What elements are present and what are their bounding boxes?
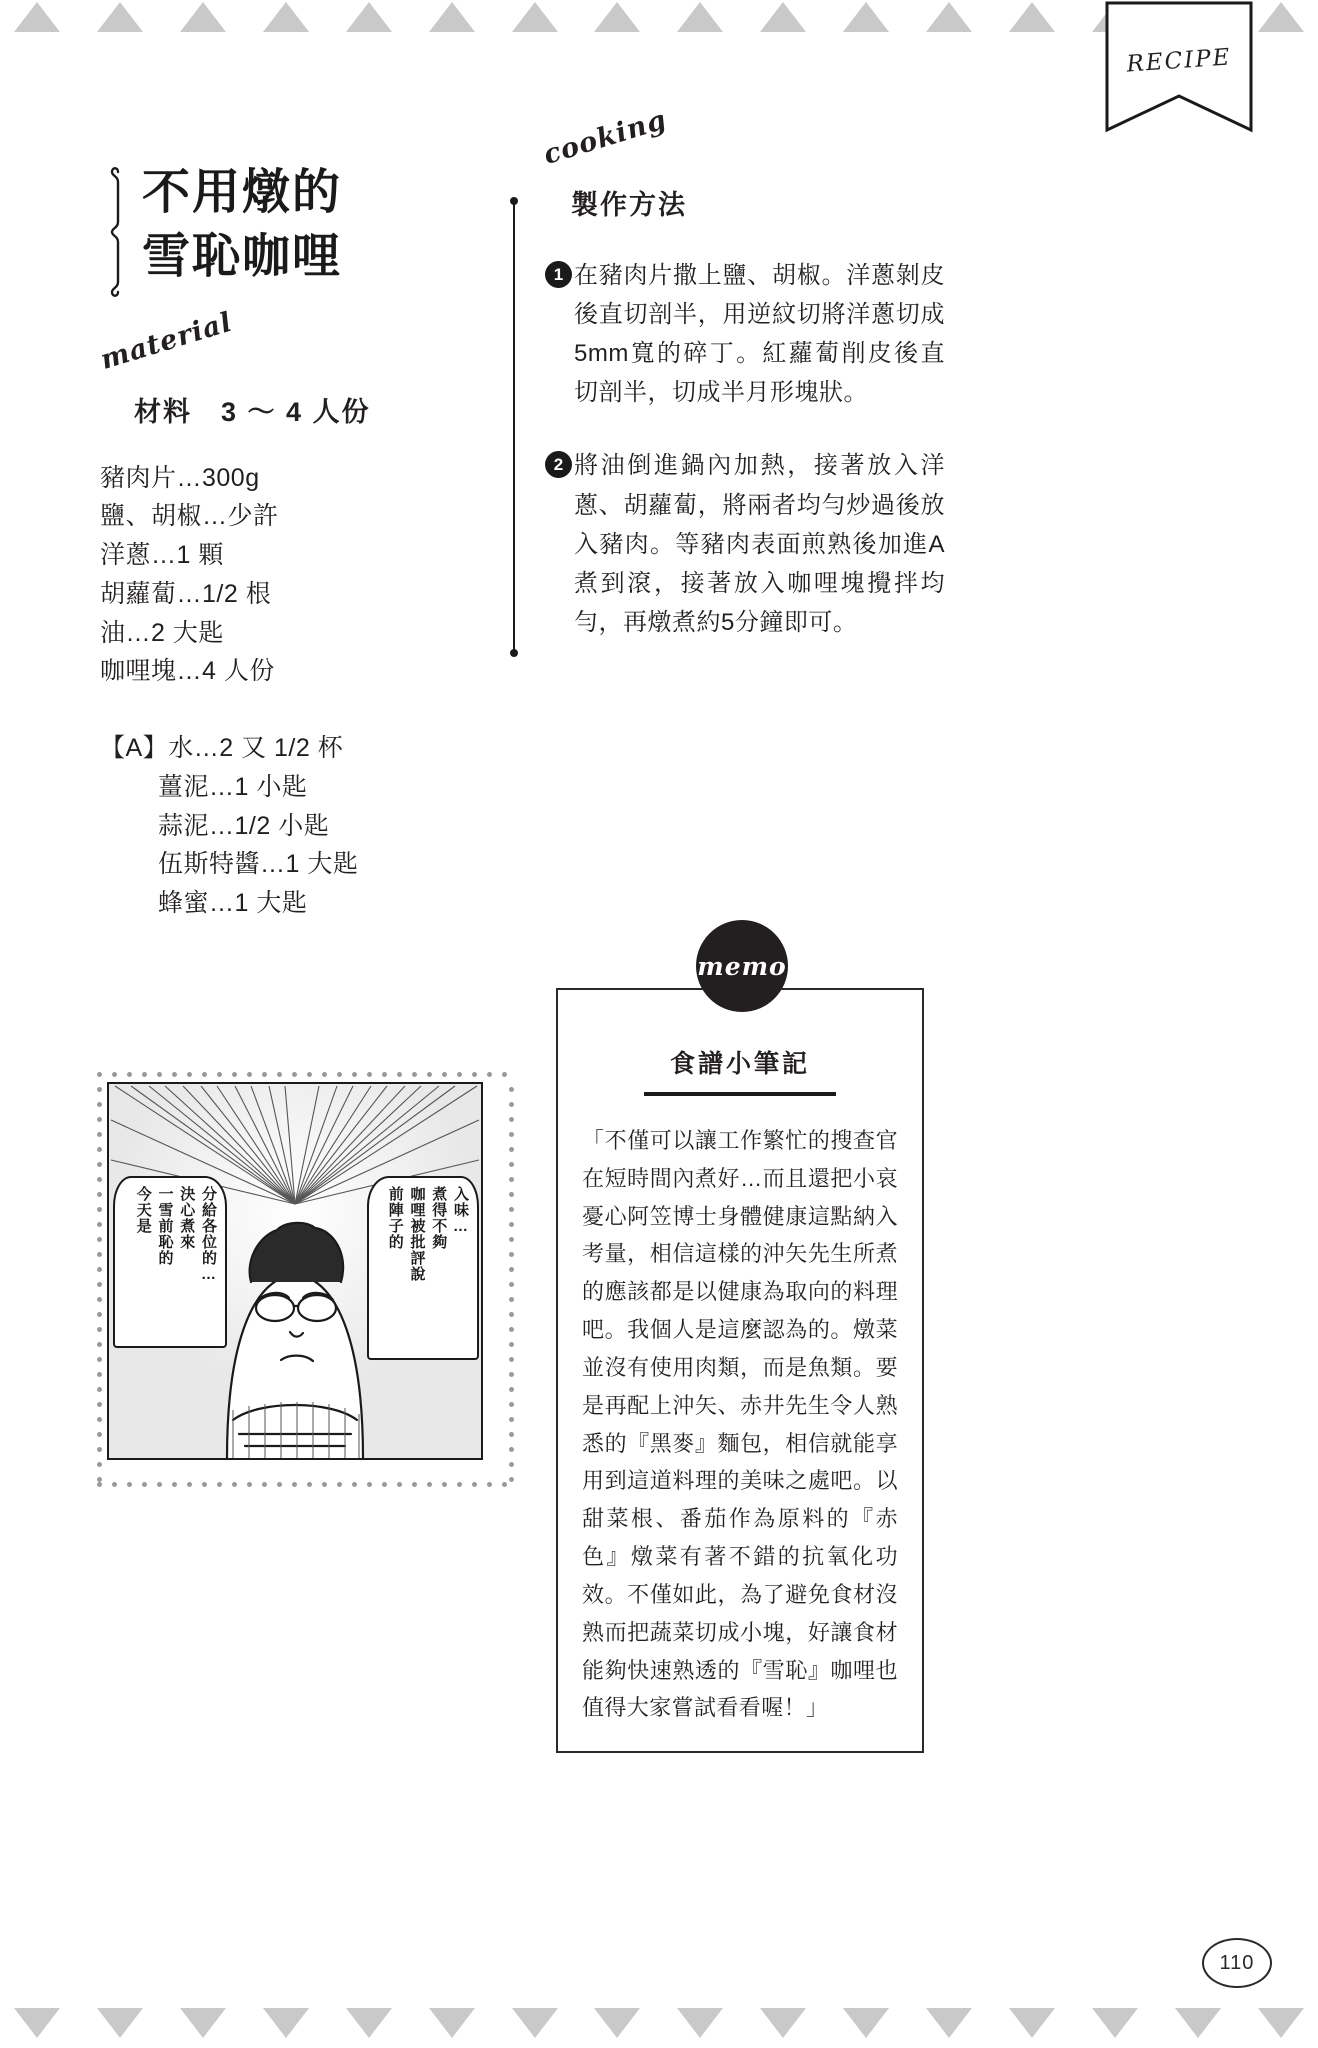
dot-decor: [502, 1482, 507, 1487]
triangle-decor: [677, 2008, 723, 2038]
dot-decor: [509, 1297, 514, 1302]
dot-decor: [367, 1482, 372, 1487]
ingredient-item: 洋蔥…1 顆: [100, 541, 224, 570]
step-text: 將油倒進鍋內加熱，接著放入洋蔥、胡蘿蔔，將兩者均勻炒過後放入豬肉。等豬肉表面煎熟後加進A煮到滾，接著放入咖哩塊攪拌均勻，再燉煮約5分鐘即可。: [574, 452, 945, 636]
dot-decor: [97, 1072, 102, 1077]
step-number-badge: 1: [545, 261, 572, 288]
triangle-decor: [594, 2008, 640, 2038]
group-a-item: 蒜泥…1/2 小匙: [158, 811, 330, 840]
materials-column: [96, 160, 520, 923]
dot-decor: [247, 1482, 252, 1487]
dot-decor: [97, 1297, 102, 1302]
dot-decor: [217, 1482, 222, 1487]
dot-decor: [509, 1162, 514, 1167]
dot-decor: [262, 1482, 267, 1487]
dot-decor: [509, 1417, 514, 1422]
step-text: 在豬肉片撒上鹽、胡椒。洋蔥剝皮後直切剖半，用逆紋切將洋蔥切成5mm寬的碎丁。紅蘿蔔削皮後直切剖半，切成半月形塊狀。: [574, 262, 945, 407]
cooking-script-wrap: [539, 104, 945, 171]
memo-badge: memo: [696, 920, 788, 1012]
triangle-decor: [346, 2, 392, 32]
dot-decor: [509, 1462, 514, 1467]
dot-decor: [509, 1402, 514, 1407]
dot-decor: [442, 1072, 447, 1077]
dot-decor: [509, 1237, 514, 1242]
method-column: [539, 104, 945, 642]
materials-heading: 材料 3 〜 4 人份: [134, 396, 371, 427]
triangle-decor: [594, 2, 640, 32]
page-title: [142, 160, 520, 289]
dot-decor: [509, 1102, 514, 1107]
dot-decor: [232, 1072, 237, 1077]
bubble-line: 決心煮來: [178, 1186, 196, 1250]
column-divider: [513, 201, 515, 653]
dot-decor: [382, 1482, 387, 1487]
dot-decor: [382, 1072, 387, 1077]
method-step: [545, 446, 945, 642]
dot-decor: [352, 1482, 357, 1487]
dot-decor: [97, 1207, 102, 1212]
dot-decor: [509, 1192, 514, 1197]
bubble-line: 入味…: [452, 1186, 469, 1236]
dot-decor: [322, 1482, 327, 1487]
ingredient-item: 咖哩塊…4 人份: [100, 657, 275, 686]
memo-box: [556, 988, 924, 1753]
dot-decor: [427, 1482, 432, 1487]
ingredient-item: 鹽、胡椒…少許: [100, 502, 279, 531]
dot-decor: [487, 1072, 492, 1077]
dot-decor: [277, 1482, 282, 1487]
dot-decor: [509, 1132, 514, 1137]
triangle-decor: [14, 2, 60, 32]
triangle-decor: [97, 2, 143, 32]
dot-decor: [337, 1072, 342, 1077]
dot-decor: [97, 1402, 102, 1407]
dot-decor: [509, 1177, 514, 1182]
dot-decor: [97, 1447, 102, 1452]
triangle-decor: [760, 2, 806, 32]
dot-decor: [412, 1482, 417, 1487]
dot-decor: [202, 1482, 207, 1487]
dot-decor: [509, 1207, 514, 1212]
dot-decor: [97, 1192, 102, 1197]
dot-decor: [412, 1072, 417, 1077]
dot-decor: [397, 1482, 402, 1487]
triangle-decor: [180, 2, 226, 32]
dot-decor: [457, 1482, 462, 1487]
dot-decor: [509, 1312, 514, 1317]
dot-decor: [127, 1072, 132, 1077]
triangle-decor: [677, 2, 723, 32]
dot-decor: [97, 1387, 102, 1392]
triangle-decor: [346, 2008, 392, 2038]
triangle-decor: [180, 2008, 226, 2038]
recipe-title-block: [100, 160, 520, 289]
dot-decor: [112, 1072, 117, 1077]
material-script-wrap: [96, 306, 520, 376]
memo-section: [556, 951, 924, 1753]
group-a-item: 蜂蜜…1 大匙: [158, 889, 308, 918]
speech-bubble-right-text: [384, 1186, 471, 1282]
bubble-line: 煮得不夠: [430, 1186, 448, 1250]
dot-decor: [97, 1312, 102, 1317]
dot-decor: [509, 1372, 514, 1377]
dot-decor: [187, 1072, 192, 1077]
ingredient-item: 胡蘿蔔…1/2 根: [100, 579, 272, 608]
dot-decor: [97, 1087, 102, 1092]
dot-decor: [157, 1482, 162, 1487]
triangle-decor: [429, 2, 475, 32]
dot-decor: [97, 1282, 102, 1287]
dot-decor: [97, 1357, 102, 1362]
dot-decor: [97, 1417, 102, 1422]
triangle-decor: [1009, 2008, 1055, 2038]
dot-decor: [487, 1482, 492, 1487]
dot-decor: [292, 1072, 297, 1077]
group-a-item: 薑泥…1 小匙: [158, 772, 308, 801]
triangle-decor: [263, 2, 309, 32]
ingredient-list: [100, 459, 520, 692]
dot-decor: [97, 1477, 102, 1482]
dot-decor: [509, 1447, 514, 1452]
triangle-decor: [843, 2, 889, 32]
dot-decor: [509, 1147, 514, 1152]
dot-decor: [509, 1387, 514, 1392]
triangle-decor: [263, 2008, 309, 2038]
dot-decor: [97, 1117, 102, 1122]
dot-decor: [142, 1482, 147, 1487]
triangle-decor: [1258, 2008, 1304, 2038]
step-number-badge: 2: [545, 451, 572, 478]
group-a-item: 水…2 又 1/2 杯: [168, 734, 344, 763]
dot-decor: [97, 1342, 102, 1347]
method-heading: 製作方法: [571, 190, 687, 220]
method-step: [545, 256, 945, 412]
dot-decor: [472, 1072, 477, 1077]
dot-decor: [292, 1482, 297, 1487]
dot-decor: [322, 1072, 327, 1077]
dot-decor: [352, 1072, 357, 1077]
speech-bubble-left-text: [132, 1186, 219, 1284]
dot-decor: [509, 1087, 514, 1092]
triangle-decor: [1092, 2008, 1138, 2038]
speech-bubble-left: [113, 1176, 227, 1348]
dot-decor: [367, 1072, 372, 1077]
bubble-line: 分給各位的…: [200, 1186, 217, 1284]
triangle-decor: [429, 2008, 475, 2038]
triangle-decor: [14, 2008, 60, 2038]
dot-decor: [509, 1357, 514, 1362]
dot-decor: [397, 1072, 402, 1077]
dot-decor: [232, 1482, 237, 1487]
dot-decor: [509, 1252, 514, 1257]
triangle-decor: [1258, 2, 1304, 32]
dot-decor: [307, 1072, 312, 1077]
dot-decor: [97, 1237, 102, 1242]
ingredient-item: 豬肉片…300g: [100, 463, 260, 492]
dot-decor: [172, 1072, 177, 1077]
triangle-decor: [760, 2008, 806, 2038]
triangle-decor: [512, 2, 558, 32]
dot-decor: [457, 1072, 462, 1077]
bubble-line: 咖哩被批評說: [408, 1186, 426, 1282]
dot-decor: [509, 1222, 514, 1227]
dot-decor: [247, 1072, 252, 1077]
dot-decor: [97, 1267, 102, 1272]
memo-body-text: 「不僅可以讓工作繁忙的搜查官在短時間內煮好…而且還把小哀憂心阿笠博士身體健康這點納入考量，相信這樣的沖矢先生所煮的應該都是以健康為取向的料理吧。我個人是這麼認為的。燉菜並沒有使用肉類，而是魚類。要是再配上沖矢、赤井先生令人熟悉的『黑麥』麵包，相信就能享用到這道料理的美味之處吧。以甜菜根、番茄作為原料的『赤色』燉菜有著不錯的抗氧化功效。不僅如此，為了避免食材沒熟而把蔬菜切成小塊，好讓食材能夠快速熟透的『雪恥』咖哩也值得大家嘗試看看喔！」: [582, 1128, 898, 1721]
dot-decor: [142, 1072, 147, 1077]
speech-bubble-right: [367, 1176, 479, 1360]
triangle-decor: [97, 2008, 143, 2038]
cooking-script-label: cooking: [539, 104, 671, 171]
dot-decor: [202, 1072, 207, 1077]
memo-title-underline: [644, 1092, 836, 1096]
bottom-triangle-border: [0, 2008, 1318, 2042]
memo-title: 食譜小筆記: [669, 1050, 810, 1078]
dot-decor: [509, 1117, 514, 1122]
bubble-line: 一雪前恥的: [156, 1186, 174, 1266]
manga-panel: [107, 1082, 483, 1460]
dot-decor: [97, 1132, 102, 1137]
ingredient-item: 油…2 大匙: [100, 618, 224, 647]
dot-decor: [97, 1327, 102, 1332]
dot-decor: [509, 1267, 514, 1272]
bubble-line: 今天是: [134, 1186, 152, 1234]
dot-decor: [442, 1482, 447, 1487]
title-line-1: 不用燉的: [142, 164, 343, 220]
bubble-line: 前陣子的: [386, 1186, 404, 1250]
dot-decor: [97, 1162, 102, 1167]
triangle-decor: [1175, 2008, 1221, 2038]
triangle-decor: [926, 2008, 972, 2038]
dot-decor: [97, 1177, 102, 1182]
triangle-decor: [1009, 2, 1055, 32]
group-a-first-row: [100, 729, 520, 768]
title-line-2: 雪恥咖哩: [142, 228, 343, 285]
dot-decor: [97, 1102, 102, 1107]
dot-decor: [97, 1252, 102, 1257]
recipe-ribbon: [1104, 0, 1254, 175]
dot-decor: [509, 1327, 514, 1332]
dot-decor: [472, 1482, 477, 1487]
dot-decor: [509, 1432, 514, 1437]
dot-decor: [187, 1482, 192, 1487]
dot-decor: [262, 1072, 267, 1077]
triangle-decor: [843, 2008, 889, 2038]
page-number: 110: [1202, 1938, 1272, 1988]
triangle-decor: [512, 2008, 558, 2038]
dot-decor: [172, 1482, 177, 1487]
ingredient-group-a: [100, 729, 520, 923]
dot-decor: [97, 1432, 102, 1437]
group-a-item: 伍斯特醬…1 大匙: [158, 850, 359, 879]
group-a-label: 【A】: [100, 734, 169, 763]
dot-decor: [307, 1482, 312, 1487]
dot-decor: [509, 1282, 514, 1287]
dot-decor: [97, 1462, 102, 1467]
dot-decor: [337, 1482, 342, 1487]
dot-decor: [277, 1072, 282, 1077]
ribbon-label: RECIPE: [1125, 44, 1233, 78]
dot-decor: [97, 1482, 102, 1487]
dot-decor: [217, 1072, 222, 1077]
dot-decor: [97, 1222, 102, 1227]
dot-decor: [127, 1482, 132, 1487]
dot-decor: [509, 1342, 514, 1347]
dot-decor: [157, 1072, 162, 1077]
dot-decor: [502, 1072, 507, 1077]
dot-decor: [112, 1482, 117, 1487]
material-script-label: material: [96, 306, 237, 376]
dot-decor: [97, 1372, 102, 1377]
dot-decor: [97, 1147, 102, 1152]
dot-decor: [427, 1072, 432, 1077]
dot-decor: [509, 1477, 514, 1482]
title-bracket-decor: [108, 164, 134, 300]
triangle-decor: [926, 2, 972, 32]
